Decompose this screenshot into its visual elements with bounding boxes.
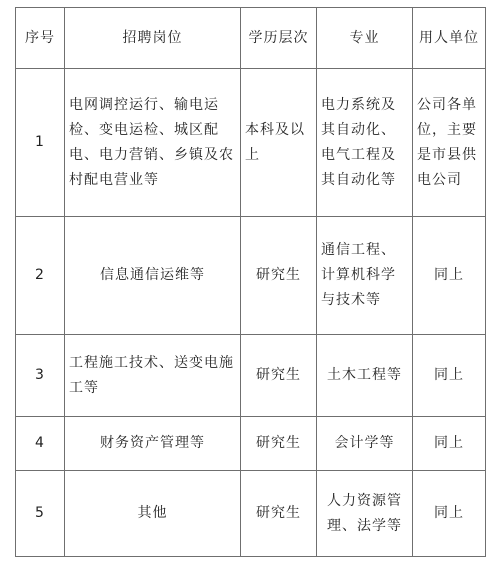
row-position: 财务资产管理等 bbox=[65, 417, 241, 471]
header-employer: 用人单位 bbox=[413, 8, 486, 69]
row-no: 2 bbox=[16, 217, 65, 335]
header-education: 学历层次 bbox=[241, 8, 317, 69]
row-education: 研究生 bbox=[241, 417, 317, 471]
table-row bbox=[16, 417, 486, 471]
row-employer: 同上 bbox=[413, 417, 486, 471]
row-major: 人力资源管理、法学等 bbox=[317, 471, 413, 557]
table-row bbox=[16, 335, 486, 417]
row-major: 会计学等 bbox=[317, 417, 413, 471]
row-no: 4 bbox=[16, 417, 65, 471]
row-major: 通信工程、计算机科学与技术等 bbox=[317, 217, 413, 335]
row-education: 研究生 bbox=[241, 335, 317, 417]
row-employer: 同上 bbox=[413, 217, 486, 335]
row-education: 研究生 bbox=[241, 471, 317, 557]
row-major: 土木工程等 bbox=[317, 335, 413, 417]
table-header-row bbox=[16, 8, 486, 69]
row-employer: 同上 bbox=[413, 471, 486, 557]
row-position: 信息通信运维等 bbox=[65, 217, 241, 335]
row-employer: 公司各单位，主要是市县供电公司 bbox=[413, 69, 486, 217]
row-employer: 同上 bbox=[413, 335, 486, 417]
recruitment-table bbox=[15, 7, 486, 557]
row-no: 3 bbox=[16, 335, 65, 417]
row-major: 电力系统及其自动化、电气工程及其自动化等 bbox=[317, 69, 413, 217]
row-position: 工程施工技术、送变电施工等 bbox=[65, 335, 241, 417]
row-position: 其他 bbox=[65, 471, 241, 557]
row-no: 5 bbox=[16, 471, 65, 557]
table-row bbox=[16, 69, 486, 217]
header-major: 专业 bbox=[317, 8, 413, 69]
row-no: 1 bbox=[16, 69, 65, 217]
table-row bbox=[16, 217, 486, 335]
row-education: 研究生 bbox=[241, 217, 317, 335]
row-position: 电网调控运行、输电运检、变电运检、城区配电、电力营销、乡镇及农村配电营业等 bbox=[65, 69, 241, 217]
table-row bbox=[16, 471, 486, 557]
header-position: 招聘岗位 bbox=[65, 8, 241, 69]
row-education: 本科及以上 bbox=[241, 69, 317, 217]
header-no: 序号 bbox=[16, 8, 65, 69]
